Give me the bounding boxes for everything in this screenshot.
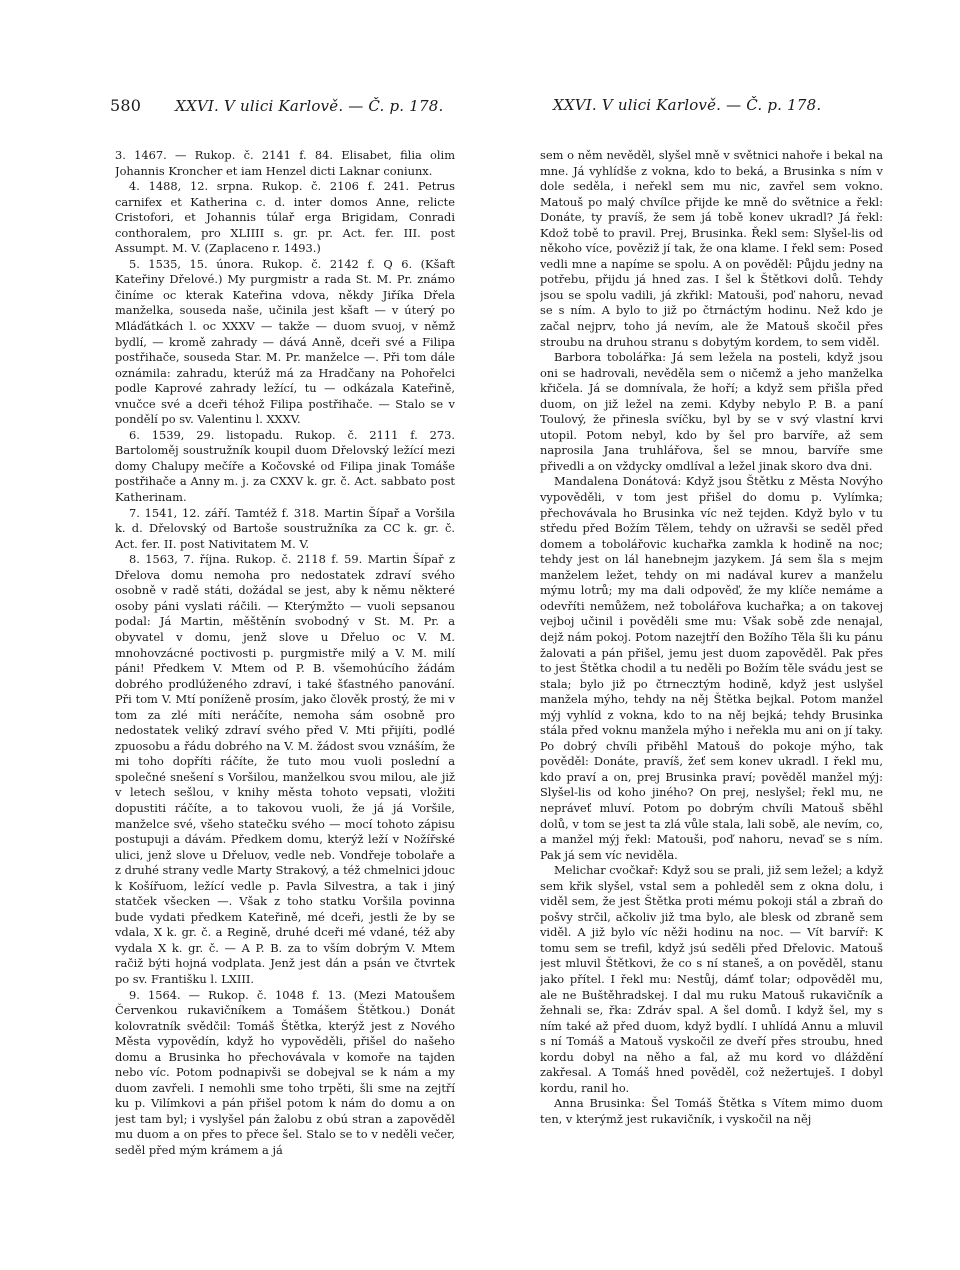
entry-paragraph: 7. 1541, 12. září. Tamtéž f. 318. Martin Šípař a Voršila k. d. Dřelovský od Bartoše soustružníka za CC k. gr. č. Act. fer. II. post Nativitatem M. V. [115, 505, 455, 551]
testimony-paragraph: sem o něm nevěděl, slyšel mně v světnici nahoře i bekal na mne. Já vyhlídše z vokna, kdo to beká, a Brusinka s ním v dole seděla, i neřekl sem mu nic, zavřel sem vokno. Matouš po malý chvílce přijde ke mně do světnice a řekl: Donáte, ty pravíš, že sem já tobě konev ukradl? Já řekl: Kdož tobě to pravil. Prej, Brusinka. Řekl sem: Slyšel-lis od někoho více, pověziž jí tak, že ona klame. I řekl sem: Poseď vedli mne a napíme se spolu. A on pověděl: Půjdu jedny na potřebu, přijdu já hned zas. I šel k Štětkovi dolů. Tehdy jsou se spolu vadili, já zkřikl: Matouši, poď nahoru, nevaď se s ním. A bylo to již po čtrnáctým hodinu. Než kdo je začal nejprv, toho já nevím, ale že Matouš skočil přes stroubu na druhou stranu s dobytým kordem, to sem viděl. [540, 148, 883, 349]
testimony-paragraph: Anna Brusinka: Šel Tomáš Štětka s Vítem mimo duom ten, v kterýmž jest rukavičník, i vyskočil na něj [540, 1096, 883, 1126]
testimony-paragraph: Mandalena Donátová: Když jsou Štětku z Města Novýho vypověděli, v tom jest přišel do domu p. Vylímka; přechovávala ho Brusinka víc než tejden. Když bylo v tu středu před Božím Tělem, tehdy on užravši se seděl před domem a tobolářovic kuchařka zamkla k hodině na noc; tehdy jest on lál hanebnejm jazykem. Já sem šla s mejm manželem ležet, tehdy on mi nadával kurev a manželu mýmu lotrů; my ma dali odpověď, že my klíče nemáme a odevříti nemůžem, než tobolářova kuchařka; a on takovej vejboj učinil i pověděli sme mu: Však sobě zde nenajal, dejž nám pokoj. Potom nazejtří den Božího Těla šli ku pánu žalovati a pán přišel, jemu jest duom zapověděl. Pak přes to jest Štětka chodil a tu neděli po Božím těle svádu jest se stala; bylo již po čtrnecztým hodině, když jest uslyšel manžela mýho, tehdy na něj Štětka bejkal. Potom manžel mýj vyhlíd z vokna, kdo to na něj bejká; tehdy Brusinka stála před voknu manžela mýho i neřekla mu ani on jí taky. Po dobrý chvíli přiběhl Matouš do pokoje mýho, tak pověděl: Donáte, pravíš, žeť sem konev ukradl. I řekl mu, kdo praví a on, prej Brusinka praví; pověděl manžel mýj: Slyšel-lis od koho jiného? On prej, neslyšel; řekl mu, ne nepráveť mluví. Potom po dobrým chvíli Matouš sběhl dolů, v tom se jest ta zlá vůle stala, lali sobě, ale nevím, co, a manžel mýj řekl: Matouši, poď nahoru, nevaď se s ním. Pak já sem víc neviděla. [540, 474, 883, 862]
entry-paragraph: 8. 1563, 7. října. Rukop. č. 2118 f. 59. Martin Šípař z Dřelova domu nemoha pro nedostatek zdraví svého osobně v radě státi, dožádal se jest, aby k němu některé osoby páni vyslati ráčili. — Kterýmžto — vuoli sepsanou podal: Já Martin, měštěnín svobodný v St. M. Pr. a obyvatel v domu, jenž slove u Dřeluo oc V. M. mnohovzácné poctivosti p. purgmistře milý a V. M. milí páni! Předkem V. Mtem od P. B. všemohúcího žádám dobrého prodlúženého zdraví, i také šťastného panování. Při tom V. Mtí poníženě prosím, jako člověk prostý, že mi v tom za zlé míti neráčíte, nemoha sám osobně pro nedostatek veliký zdraví svého před V. Mti přijíti, podlé zpuosobu a řádu dobrého na V. M. žádost svou vznáším, že mi toho dopříti ráčíte, že tuto mou vuoli poslední a společné snešení s Voršilou, manželkou svou milou, ale již v letech sešlou, v knihy města tohoto vepsati, vložiti dopustiti ráčíte, a to takovou vuoli, že já já Voršile, manželce své, všeho statečku svého — mocí tohoto zápisu postupuji a dávám. Předkem domu, kterýž leží v Nožířské ulici, jenž slove u Dřeluov, vedle neb. Vondřeje tobolaře a z druhé strany vedle Marty Strakový, a též chmelnici jdouc k Košířuom, ležící vedle p. Pavla Silvestra, a tak i jiný statček všecken —. Však z toho statku Voršila povinna bude vydati předkem Kateřině, mé dceři, jestli že by se vdala, X k. gr. č. a Regině, druhé dceři mé vdané, též aby vydala X k. gr. č. — A P. B. za to vším dobrým V. Mtem račiž býti hojná vodplata. Jenž jest dán a psán ve čtvrtek po sv. Františku l. LXIII. [115, 552, 455, 986]
entry-paragraph: 5. 1535, 15. února. Rukop. č. 2142 f. Q 6. (Kšaft Kateřiny Dřelové.) My purgmistr a rada St. M. Pr. známo činíme oc kterak Kateřina vdova, někdy Jiříka Dřela manželka, souseda naše, učinila jest kšaft — v úterý po Mláďátkách l. oc XXXV — takže — duom svuoj, v němž bydlí, — kromě zahrady — dává Anně, dceři své a Filipa postřihače, souseda Star. M. Pr. manželce —. Při tom dále oznámila: zahradu, kterúž má za Hradčany na Pohořelci podle Kaprové zahrady ležící, tu — odkázala Kateřině, vnučce své a dceři téhož Filipa postřihače. — Stalo se v pondělí po sv. Valentinu l. XXXV. [115, 256, 455, 427]
entry-paragraph: 6. 1539, 29. listopadu. Rukop. č. 2111 f. 273. Bartoloměj soustružník koupil duom Dřelovský ležící mezi domy Chalupy mečíře a Kočovské od Filipa jinak Tomáše postřihače a Anny m. j. za CXXV k. gr. č. Act. sabbato post Katherinam. [115, 427, 455, 505]
column-divider [484, 150, 485, 1220]
testimony-paragraph: Barbora tobolářka: Já sem ležela na posteli, když jsou oni se hadrovali, nevěděla sem o ničemž a jeho manželka křičela. Já se domnívala, že hoří; a když sem přišla před duom, on již ležel na zemi. Kdyby nebylo P. B. a paní Toulový, že přinesla svíčku, byl by se v svý vlastní krvi utopil. Potom nebyl, kdo by šel pro barvíře, až sem naprosila Jana truhlářova, šel se mnou, barvíře sme přivedli a on vždycky omdlíval a ležel jinak skoro dva dni. [540, 350, 883, 473]
left-text-column [115, 148, 455, 1248]
page-number: 580 [110, 96, 142, 115]
entry-paragraph: 3. 1467. — Rukop. č. 2141 f. 84. Elisabet, filia olim Johannis Kroncher et iam Henzel dicti Laknar coniunx. [115, 148, 455, 178]
left-header-title: XXVI. V ulici Karlově. — Č. p. 178. [175, 97, 444, 115]
right-header-title: XXVI. V ulici Karlově. — Č. p. 178. [553, 96, 822, 114]
entry-paragraph: 9. 1564. — Rukop. č. 1048 f. 13. (Mezi Matoušem Červenkou rukavičníkem a Tomášem Štětkou.) Donát kolovratník svědčil: Tomáš Štětka, kterýž jest z Nového Města vypovědín, když ho vypověděli, přišel do našeho domu a Brusinka ho přechovávala v komoře na tajden nebo víc. Potom podnapivši se dobejval se k nám a my duom zavřeli. I nemohli sme toho trpěti, šli sme na zejtří ku p. Vilímkovi a pán přišel potom k nám do domu a on jest tam byl; i vyslyšel pán žalobu z obú stran a zapověděl mu duom a on přes to přece šel. Stalo se to v neděli večer, seděl před mým krámem a já [115, 987, 455, 1157]
right-text-column [540, 148, 883, 1248]
left-running-header [110, 96, 443, 115]
right-running-header [553, 96, 821, 114]
entry-paragraph: 4. 1488, 12. srpna. Rukop. č. 2106 f. 241. Petrus carnifex et Katherina c. d. inter domos Anne, relicte Cristofori, et Johannis túlař erga Brigidam, Conradi conthoralem, pro XLIIII s. gr. pr. Act. fer. III. post Assumpt. M. V. (Zaplaceno r. 1493.) [115, 179, 455, 256]
testimony-paragraph: Melichar cvočkař: Když sou se prali, již sem ležel; a když sem křik slyšel, vstal sem a pohleděl sem z okna dolu, i viděl sem, že jest Štětka proti mému pokoji stál a zbraň do pošvy strčil, ačkoliv již tma bylo, ale blesk od zbraně sem viděl. A již bylo víc něži hodinu na noc. — Vít barvíř: K tomu sem se trefil, když jsú seděli před Dřelovic. Matouš jest mluvil Štětkovi, že co s ní staneš, a on pověděl, stanu jako přítel. I řekl mu: Nestůj, dámť tolar; odpověděl mu, ale ne Buštěhradskej. I dal mu ruku Matouš rukavičník a žehnali se, řka: Zdráv spal. A šel domů. I když šel, my s ním také až před duom, když bydlí. I uhlídá Annu a mluvil s ní Tomáš a Matouš vyskočil ze dveří přes stroubu, hned kordu dobyl na něho a fal, až mu kord vo dláždění zakřesal. A Tomáš hned pověděl, což nežertuješ. I dobyl kordu, ranil ho. [540, 863, 883, 1095]
